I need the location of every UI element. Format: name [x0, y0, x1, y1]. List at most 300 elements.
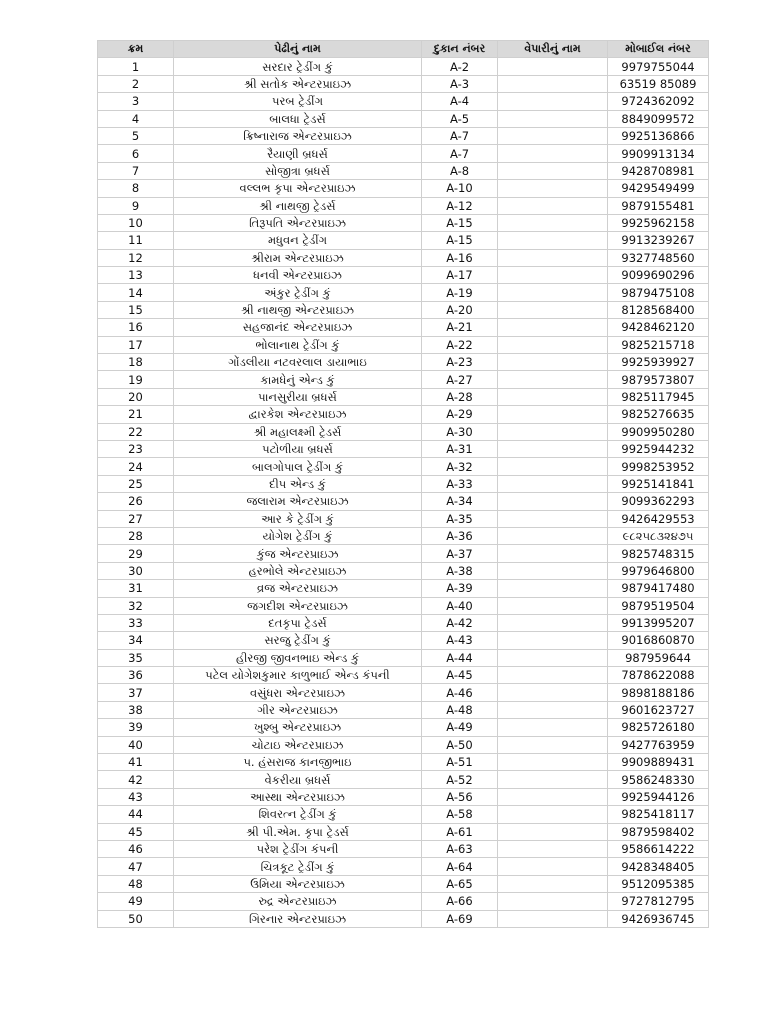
header-mobile-number: મોબાઈલ નંબર	[608, 41, 709, 58]
cell-mobile-number: ૯૮૨૫૮૩૨૪૭૫	[608, 527, 709, 544]
cell-mobile-number: 63519 85089	[608, 75, 709, 92]
cell-shop-number: A-51	[422, 754, 498, 771]
cell-serial: 23	[98, 440, 174, 457]
cell-mobile-number: 9512095385	[608, 875, 709, 892]
cell-serial: 10	[98, 214, 174, 231]
table-row	[98, 493, 709, 510]
cell-firm-name: રૈયાણી બ્રધર્સ	[174, 145, 422, 162]
cell-trader-name	[498, 632, 608, 649]
cell-serial: 44	[98, 806, 174, 823]
cell-trader-name	[498, 580, 608, 597]
cell-serial: 1	[98, 58, 174, 75]
table-row	[98, 267, 709, 284]
table-row	[98, 649, 709, 666]
cell-firm-name: ધનવી એન્ટરપ્રાઇઝ	[174, 267, 422, 284]
cell-firm-name: કામધેનું એન્ડ કું	[174, 371, 422, 388]
cell-firm-name: ચોટાઇ એન્ટરપ્રાઇઝ	[174, 736, 422, 753]
cell-firm-name: ચિત્રકૂટ ટ્રેડીંગ કું	[174, 858, 422, 875]
cell-firm-name: શ્રી નાથજી એન્ટરપ્રાઇઝ	[174, 301, 422, 318]
cell-trader-name	[498, 110, 608, 127]
cell-shop-number: A-58	[422, 806, 498, 823]
cell-mobile-number: 9925944232	[608, 440, 709, 457]
cell-firm-name: દીપ એન્ડ કું	[174, 475, 422, 492]
table-row	[98, 562, 709, 579]
cell-trader-name	[498, 562, 608, 579]
cell-shop-number: A-17	[422, 267, 498, 284]
table-row	[98, 788, 709, 805]
cell-shop-number: A-66	[422, 893, 498, 910]
cell-firm-name: ઉમિયા એન્ટરપ્રાઇઝ	[174, 875, 422, 892]
cell-trader-name	[498, 249, 608, 266]
cell-serial: 43	[98, 788, 174, 805]
cell-shop-number: A-50	[422, 736, 498, 753]
cell-shop-number: A-52	[422, 771, 498, 788]
cell-trader-name	[498, 423, 608, 440]
cell-firm-name: પરેશ ટ્રેડીંગ કંપની	[174, 840, 422, 857]
table-row	[98, 510, 709, 527]
cell-trader-name	[498, 214, 608, 231]
cell-shop-number: A-16	[422, 249, 498, 266]
table-row	[98, 719, 709, 736]
cell-firm-name: પટેલ યોગેશકુમાર કાળુભાઈ એન્ડ કંપની	[174, 667, 422, 684]
cell-mobile-number: 9979755044	[608, 58, 709, 75]
cell-serial: 22	[98, 423, 174, 440]
cell-serial: 11	[98, 232, 174, 249]
cell-shop-number: A-5	[422, 110, 498, 127]
cell-trader-name	[498, 180, 608, 197]
cell-trader-name	[498, 875, 608, 892]
cell-firm-name: તિરૂપતિ એન્ટરપ્રાઇઝ	[174, 214, 422, 231]
cell-trader-name	[498, 788, 608, 805]
cell-trader-name	[498, 667, 608, 684]
cell-firm-name: વલ્લભ કૃપા એન્ટરપ્રાઇઝ	[174, 180, 422, 197]
table-row	[98, 440, 709, 457]
cell-trader-name	[498, 701, 608, 718]
cell-serial: 14	[98, 284, 174, 301]
cell-shop-number: A-4	[422, 93, 498, 110]
cell-shop-number: A-10	[422, 180, 498, 197]
table-row	[98, 180, 709, 197]
cell-mobile-number: 9909889431	[608, 754, 709, 771]
cell-trader-name	[498, 754, 608, 771]
cell-shop-number: A-38	[422, 562, 498, 579]
cell-shop-number: A-65	[422, 875, 498, 892]
cell-firm-name: બાલધા ટ્રેડર્સ	[174, 110, 422, 127]
cell-shop-number: A-32	[422, 458, 498, 475]
cell-firm-name: શ્રીરામ એન્ટરપ્રાઇઝ	[174, 249, 422, 266]
cell-firm-name: સરજુ ટ્રેડીંગ કું	[174, 632, 422, 649]
table-row	[98, 301, 709, 318]
cell-firm-name: શ્રી સતોક એન્ટરપ્રાઇઝ	[174, 75, 422, 92]
table-row	[98, 58, 709, 75]
cell-mobile-number: 9428708981	[608, 162, 709, 179]
cell-mobile-number: 987959644	[608, 649, 709, 666]
table-row	[98, 614, 709, 631]
cell-firm-name: વ્રજ એન્ટરપ્રાઇઝ	[174, 580, 422, 597]
cell-trader-name	[498, 93, 608, 110]
cell-shop-number: A-69	[422, 910, 498, 927]
cell-firm-name: મધુવન ટ્રેડીંગ	[174, 232, 422, 249]
cell-trader-name	[498, 406, 608, 423]
cell-trader-name	[498, 649, 608, 666]
table-row	[98, 754, 709, 771]
cell-firm-name: પટોળીયા બ્રધર્સ	[174, 440, 422, 457]
table-row	[98, 93, 709, 110]
cell-mobile-number: 9727812795	[608, 893, 709, 910]
cell-firm-name: પાનસુરીયા બ્રધર્સ	[174, 388, 422, 405]
cell-serial: 31	[98, 580, 174, 597]
cell-trader-name	[498, 771, 608, 788]
cell-mobile-number: 9925939927	[608, 354, 709, 371]
table-row	[98, 214, 709, 231]
cell-firm-name: ગીર એન્ટરપ્રાઇઝ	[174, 701, 422, 718]
cell-shop-number: A-7	[422, 145, 498, 162]
cell-firm-name: સોજીત્રા બ્રધર્સ	[174, 162, 422, 179]
table-row	[98, 701, 709, 718]
cell-mobile-number: 8849099572	[608, 110, 709, 127]
cell-trader-name	[498, 162, 608, 179]
cell-mobile-number: 9925944126	[608, 788, 709, 805]
cell-trader-name	[498, 893, 608, 910]
table-row	[98, 545, 709, 562]
cell-mobile-number: 9427763959	[608, 736, 709, 753]
table-row	[98, 875, 709, 892]
cell-shop-number: A-43	[422, 632, 498, 649]
cell-firm-name: સરદાર ટ્રેડીંગ કું	[174, 58, 422, 75]
table-row	[98, 823, 709, 840]
cell-shop-number: A-39	[422, 580, 498, 597]
cell-trader-name	[498, 354, 608, 371]
cell-firm-name: પ. હંસરાજ કાનજીભાઇ	[174, 754, 422, 771]
cell-trader-name	[498, 719, 608, 736]
cell-firm-name: ગોંડલીયા નટવરલાલ ડાયાભાઇ	[174, 354, 422, 371]
cell-mobile-number: 9327748560	[608, 249, 709, 266]
cell-firm-name: શ્રી પી.એમ. કૃપા ટ્રેડર્સ	[174, 823, 422, 840]
cell-trader-name	[498, 458, 608, 475]
cell-shop-number: A-23	[422, 354, 498, 371]
table-row	[98, 840, 709, 857]
cell-shop-number: A-33	[422, 475, 498, 492]
cell-firm-name: વેકરીયા બ્રધર્સ	[174, 771, 422, 788]
table-row	[98, 423, 709, 440]
cell-trader-name	[498, 684, 608, 701]
cell-serial: 45	[98, 823, 174, 840]
cell-shop-number: A-15	[422, 214, 498, 231]
cell-trader-name	[498, 301, 608, 318]
header-serial: ક્રમ	[98, 41, 174, 58]
table-row	[98, 736, 709, 753]
cell-firm-name: ગિરનાર એન્ટરપ્રાઇઝ	[174, 910, 422, 927]
cell-serial: 18	[98, 354, 174, 371]
cell-mobile-number: 9879573807	[608, 371, 709, 388]
cell-mobile-number: 7878622088	[608, 667, 709, 684]
cell-mobile-number: 9825215718	[608, 336, 709, 353]
table-row	[98, 806, 709, 823]
cell-firm-name: ભોલાનાથ ટ્રેડીંગ કું	[174, 336, 422, 353]
cell-mobile-number: 9879417480	[608, 580, 709, 597]
cell-firm-name: ખુશ્બુ એન્ટરપ્રાઇઝ	[174, 719, 422, 736]
table-row	[98, 893, 709, 910]
cell-trader-name	[498, 197, 608, 214]
cell-mobile-number: 9426936745	[608, 910, 709, 927]
cell-shop-number: A-63	[422, 840, 498, 857]
cell-shop-number: A-2	[422, 58, 498, 75]
cell-mobile-number: 9879475108	[608, 284, 709, 301]
cell-mobile-number: 9429549499	[608, 180, 709, 197]
cell-mobile-number: 8128568400	[608, 301, 709, 318]
table-row	[98, 371, 709, 388]
cell-serial: 6	[98, 145, 174, 162]
cell-trader-name	[498, 267, 608, 284]
cell-serial: 19	[98, 371, 174, 388]
cell-serial: 48	[98, 875, 174, 892]
cell-mobile-number: 9099690296	[608, 267, 709, 284]
header-trader-name: વેપારીનું નામ	[498, 41, 608, 58]
cell-shop-number: A-15	[422, 232, 498, 249]
table-row	[98, 284, 709, 301]
cell-mobile-number: 9925141841	[608, 475, 709, 492]
table-row	[98, 475, 709, 492]
cell-trader-name	[498, 493, 608, 510]
cell-mobile-number: 9016860870	[608, 632, 709, 649]
table-row	[98, 197, 709, 214]
cell-shop-number: A-34	[422, 493, 498, 510]
cell-serial: 4	[98, 110, 174, 127]
cell-firm-name: સહજાનંદ એન્ટરપ્રાઇઝ	[174, 319, 422, 336]
cell-mobile-number: 9724362092	[608, 93, 709, 110]
cell-shop-number: A-40	[422, 597, 498, 614]
cell-serial: 39	[98, 719, 174, 736]
cell-serial: 29	[98, 545, 174, 562]
cell-firm-name: કુંજ એન્ટરપ્રાઇઝ	[174, 545, 422, 562]
cell-firm-name: આસ્થા એન્ટરપ્રાઇઝ	[174, 788, 422, 805]
cell-shop-number: A-61	[422, 823, 498, 840]
cell-serial: 42	[98, 771, 174, 788]
table-row	[98, 458, 709, 475]
cell-serial: 15	[98, 301, 174, 318]
table-row	[98, 162, 709, 179]
cell-trader-name	[498, 319, 608, 336]
cell-mobile-number: 9825726180	[608, 719, 709, 736]
table-row	[98, 249, 709, 266]
cell-firm-name: શ્રી નાથજી ટ્રેડર્સ	[174, 197, 422, 214]
cell-serial: 24	[98, 458, 174, 475]
cell-trader-name	[498, 736, 608, 753]
cell-shop-number: A-21	[422, 319, 498, 336]
cell-serial: 27	[98, 510, 174, 527]
cell-shop-number: A-12	[422, 197, 498, 214]
cell-shop-number: A-36	[422, 527, 498, 544]
cell-shop-number: A-44	[422, 649, 498, 666]
cell-firm-name: શિવરત્ન ટ્રેડીંગ કું	[174, 806, 422, 823]
cell-serial: 21	[98, 406, 174, 423]
cell-trader-name	[498, 371, 608, 388]
header-firm-name: પેઢીનું નામ	[174, 41, 422, 58]
cell-shop-number: A-45	[422, 667, 498, 684]
cell-serial: 41	[98, 754, 174, 771]
table-row	[98, 232, 709, 249]
cell-mobile-number: 9586614222	[608, 840, 709, 857]
table-row	[98, 910, 709, 927]
cell-serial: 25	[98, 475, 174, 492]
cell-serial: 37	[98, 684, 174, 701]
cell-firm-name: વસુંધરા એન્ટરપ્રાઇઝ	[174, 684, 422, 701]
cell-shop-number: A-56	[422, 788, 498, 805]
table-row	[98, 597, 709, 614]
cell-mobile-number: 9925962158	[608, 214, 709, 231]
cell-trader-name	[498, 440, 608, 457]
cell-trader-name	[498, 858, 608, 875]
table-row	[98, 406, 709, 423]
table-row	[98, 527, 709, 544]
cell-serial: 28	[98, 527, 174, 544]
cell-mobile-number: 9909913134	[608, 145, 709, 162]
table-row	[98, 75, 709, 92]
cell-trader-name	[498, 58, 608, 75]
cell-serial: 38	[98, 701, 174, 718]
table-row	[98, 632, 709, 649]
table-row	[98, 354, 709, 371]
cell-trader-name	[498, 614, 608, 631]
cell-shop-number: A-31	[422, 440, 498, 457]
cell-shop-number: A-64	[422, 858, 498, 875]
cell-mobile-number: 9428348405	[608, 858, 709, 875]
cell-firm-name: બાલગોપાલ ટ્રેડીંગ કું	[174, 458, 422, 475]
cell-serial: 33	[98, 614, 174, 631]
cell-firm-name: દતકૃપા ટ્રેડર્સ	[174, 614, 422, 631]
cell-firm-name: હીરજી જીવનભાઇ એન્ડ કું	[174, 649, 422, 666]
table-row	[98, 684, 709, 701]
cell-shop-number: A-42	[422, 614, 498, 631]
cell-shop-number: A-37	[422, 545, 498, 562]
cell-trader-name	[498, 840, 608, 857]
cell-serial: 47	[98, 858, 174, 875]
cell-shop-number: A-46	[422, 684, 498, 701]
cell-shop-number: A-3	[422, 75, 498, 92]
cell-serial: 32	[98, 597, 174, 614]
cell-trader-name	[498, 545, 608, 562]
table-row	[98, 127, 709, 144]
cell-trader-name	[498, 388, 608, 405]
cell-trader-name	[498, 527, 608, 544]
cell-trader-name	[498, 510, 608, 527]
cell-firm-name: યોગેશ ટ્રેડીંગ કું	[174, 527, 422, 544]
table-row	[98, 858, 709, 875]
cell-mobile-number: 9909950280	[608, 423, 709, 440]
cell-firm-name: જગદીશ એન્ટરપ્રાઇઝ	[174, 597, 422, 614]
cell-serial: 34	[98, 632, 174, 649]
cell-serial: 20	[98, 388, 174, 405]
cell-shop-number: A-8	[422, 162, 498, 179]
cell-firm-name: અંકુર ટ્રેડીંગ કું	[174, 284, 422, 301]
cell-trader-name	[498, 145, 608, 162]
cell-mobile-number: 9898188186	[608, 684, 709, 701]
cell-mobile-number: 9979646800	[608, 562, 709, 579]
cell-shop-number: A-27	[422, 371, 498, 388]
table-row	[98, 110, 709, 127]
cell-trader-name	[498, 806, 608, 823]
cell-shop-number: A-19	[422, 284, 498, 301]
cell-trader-name	[498, 75, 608, 92]
cell-mobile-number: 9879598402	[608, 823, 709, 840]
cell-shop-number: A-35	[422, 510, 498, 527]
table-row	[98, 771, 709, 788]
cell-serial: 50	[98, 910, 174, 927]
cell-mobile-number: 9913239267	[608, 232, 709, 249]
cell-firm-name: શ્રી મહાલક્ષ્મી ટ્રેડર્સ	[174, 423, 422, 440]
cell-trader-name	[498, 597, 608, 614]
cell-shop-number: A-28	[422, 388, 498, 405]
cell-serial: 35	[98, 649, 174, 666]
cell-serial: 40	[98, 736, 174, 753]
cell-firm-name: ક્રિષ્નારાજ એન્ટરપ્રાઇઝ	[174, 127, 422, 144]
cell-serial: 26	[98, 493, 174, 510]
table-body	[98, 58, 709, 928]
cell-mobile-number: 9825418117	[608, 806, 709, 823]
cell-firm-name: જલારામ એન્ટરપ્રાઇઝ	[174, 493, 422, 510]
cell-mobile-number: 9428462120	[608, 319, 709, 336]
cell-mobile-number: 9913995207	[608, 614, 709, 631]
cell-serial: 2	[98, 75, 174, 92]
cell-shop-number: A-22	[422, 336, 498, 353]
cell-mobile-number: 9099362293	[608, 493, 709, 510]
cell-serial: 5	[98, 127, 174, 144]
cell-serial: 49	[98, 893, 174, 910]
cell-mobile-number: 9925136866	[608, 127, 709, 144]
cell-firm-name: રુદ્ર એન્ટરપ્રાઇઝ	[174, 893, 422, 910]
cell-serial: 9	[98, 197, 174, 214]
cell-serial: 36	[98, 667, 174, 684]
cell-shop-number: A-29	[422, 406, 498, 423]
table-row	[98, 145, 709, 162]
cell-trader-name	[498, 127, 608, 144]
cell-mobile-number: 9825276635	[608, 406, 709, 423]
cell-firm-name: આર કે ટ્રેડીંગ કું	[174, 510, 422, 527]
cell-firm-name: દ્વારકેશ એન્ટરપ્રાઇઝ	[174, 406, 422, 423]
cell-serial: 12	[98, 249, 174, 266]
cell-trader-name	[498, 284, 608, 301]
cell-serial: 8	[98, 180, 174, 197]
cell-shop-number: A-30	[422, 423, 498, 440]
shop-directory-table	[97, 40, 709, 928]
header-shop-number: દુકાન નંબર	[422, 41, 498, 58]
cell-firm-name: પરબ ટ્રેડીંગ	[174, 93, 422, 110]
cell-shop-number: A-7	[422, 127, 498, 144]
cell-serial: 16	[98, 319, 174, 336]
cell-trader-name	[498, 823, 608, 840]
cell-trader-name	[498, 475, 608, 492]
table-row	[98, 667, 709, 684]
cell-mobile-number: 9879519504	[608, 597, 709, 614]
cell-serial: 3	[98, 93, 174, 110]
cell-mobile-number: 9426429553	[608, 510, 709, 527]
cell-serial: 46	[98, 840, 174, 857]
cell-mobile-number: 9825117945	[608, 388, 709, 405]
cell-shop-number: A-49	[422, 719, 498, 736]
cell-trader-name	[498, 232, 608, 249]
table-row	[98, 580, 709, 597]
cell-mobile-number: 9601623727	[608, 701, 709, 718]
cell-shop-number: A-20	[422, 301, 498, 318]
cell-mobile-number: 9825748315	[608, 545, 709, 562]
table-row	[98, 388, 709, 405]
cell-mobile-number: 9586248330	[608, 771, 709, 788]
cell-shop-number: A-48	[422, 701, 498, 718]
cell-trader-name	[498, 910, 608, 927]
cell-firm-name: હરભોલે એન્ટરપ્રાઇઝ	[174, 562, 422, 579]
cell-serial: 7	[98, 162, 174, 179]
cell-mobile-number: 9998253952	[608, 458, 709, 475]
